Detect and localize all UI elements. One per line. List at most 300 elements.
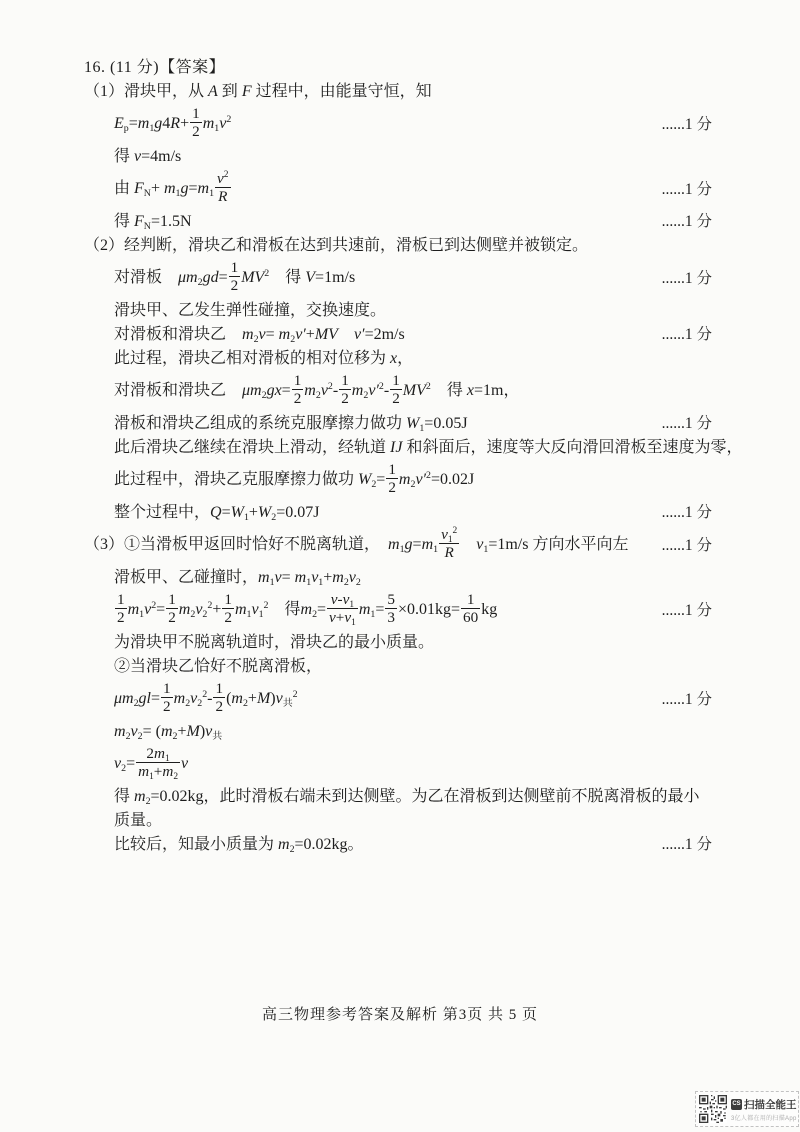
fn-equation [0, 169, 800, 210]
text-run: 5 [387, 591, 395, 609]
fraction [385, 591, 397, 626]
text-run: = ( [142, 723, 161, 741]
text-run: = [317, 601, 327, 619]
fraction-numerator [222, 591, 234, 609]
math-variable: v′ [353, 326, 365, 344]
math-variable: v [251, 601, 259, 619]
momentum-equation [0, 323, 800, 347]
text-run: 滑块甲、乙发生弹性碰撞，交换速度。 [114, 302, 387, 320]
text-run: 由 [114, 180, 135, 198]
subscript: 2 [410, 479, 416, 491]
math-variable: μm [114, 690, 134, 708]
subscript: 1 [246, 609, 252, 621]
subscript: 2 [289, 844, 295, 856]
text-run: 2 [293, 390, 302, 408]
camscanner-watermark [695, 1091, 799, 1127]
math-variable: v [330, 591, 338, 609]
text-run: = [188, 180, 198, 198]
text-run: 对滑板和滑块乙 [114, 326, 243, 344]
fraction-numerator [213, 680, 225, 698]
text-run: =4m/s [141, 148, 182, 166]
fraction-numerator [386, 461, 398, 479]
text-run: = [151, 690, 161, 708]
math-variable: v [329, 609, 336, 627]
math-variable: m [294, 569, 307, 587]
text-run: 得 [114, 788, 135, 806]
fraction-numerator [439, 526, 459, 544]
text-run: （2）经判断，滑块乙和滑板在达到共速前，滑板已到达侧壁并被锁定。 [84, 237, 589, 255]
superscript: 2 [425, 380, 431, 392]
fraction [166, 591, 178, 626]
math-variable: W [358, 471, 372, 489]
math-variable: m [137, 115, 150, 133]
text-run: 得 [114, 148, 135, 166]
subscript: 2 [315, 390, 321, 402]
superscript: 2 [207, 600, 213, 612]
fraction-numerator [339, 372, 351, 390]
subscript: 1 [243, 512, 249, 524]
math-variable: v [217, 170, 224, 188]
v-result [0, 145, 800, 169]
text-run [460, 536, 476, 553]
text-run: + [177, 723, 187, 741]
subscript: N [143, 188, 151, 200]
score-marker: ......1 分 [661, 836, 712, 854]
text-run: （3）①当滑板甲返回时恰好不脱离轨道， [84, 536, 389, 554]
text-run: 1 [168, 591, 176, 609]
subscript: p [123, 123, 129, 135]
math-variable: m [173, 690, 186, 708]
energy-equation [0, 104, 800, 145]
fraction [190, 105, 202, 140]
fraction-numerator [229, 259, 241, 277]
text-run: = [281, 382, 291, 400]
text-run: 2 [341, 390, 349, 408]
text-run: 2 [117, 609, 125, 627]
text-run: 1 [215, 680, 224, 698]
subscript: 1 [351, 618, 356, 629]
subscript: 1 [149, 772, 154, 783]
text-run: 1 [293, 372, 302, 390]
math-variable: m [154, 745, 165, 763]
math-variable: m [162, 763, 174, 781]
superscript: 2 [263, 600, 269, 612]
fraction [229, 259, 241, 294]
text-run: = [375, 601, 385, 619]
fraction-numerator [136, 745, 180, 763]
fraction-denominator [190, 123, 202, 140]
math-variable: v [205, 723, 213, 741]
superscript: 2 [327, 380, 333, 392]
fraction [339, 372, 351, 407]
text-run: = [265, 326, 279, 344]
math-variable: m [160, 723, 173, 741]
fraction-denominator [385, 609, 397, 626]
math-variable: v [441, 526, 448, 544]
math-variable: m [332, 569, 344, 587]
text-run: + [305, 326, 315, 344]
text-run: - [207, 690, 213, 708]
final-answer [0, 833, 800, 857]
text-run: 1 [392, 372, 400, 390]
score-marker: ......1 分 [661, 690, 712, 708]
text-run: ) [270, 690, 276, 708]
fraction-denominator [222, 609, 234, 626]
subscript: 2 [355, 577, 361, 589]
w2-equation [0, 460, 800, 501]
math-variable: x [390, 350, 398, 368]
text-run: - [383, 382, 390, 400]
fraction-denominator [115, 609, 127, 626]
w1-result [0, 412, 800, 436]
part3-case1 [0, 525, 800, 566]
math-variable: v [320, 382, 328, 400]
math-variable: v [274, 569, 282, 587]
text-run: 此过程中，滑块乙克服摩擦力做功 [114, 471, 359, 489]
text-run: =1m， [473, 382, 520, 400]
text-run: kg [481, 601, 498, 619]
text-run: + [180, 115, 190, 133]
subscript: 2 [202, 609, 208, 621]
subscript: 2 [173, 772, 179, 783]
math-variable: v [181, 755, 189, 773]
subscript: 2 [197, 698, 203, 710]
fraction-numerator [215, 170, 230, 188]
text-run: 滑板甲、乙碰撞时， [114, 569, 259, 587]
math-variable: m [278, 836, 290, 854]
superscript: 2 [426, 469, 431, 481]
text-run: 滑板和滑块乙组成的系统克服摩擦力做功 [114, 415, 407, 433]
subscript: 1 [433, 544, 439, 556]
subscript: 1 [399, 544, 405, 556]
math-variable: m [300, 601, 313, 619]
subscript: 1 [349, 600, 355, 610]
fraction [161, 680, 173, 715]
math-variable: v [134, 148, 142, 166]
text-run: + [247, 690, 257, 708]
math-variable: v [476, 536, 484, 554]
math-variable: Q [210, 504, 222, 522]
math-variable: v′ [415, 471, 427, 489]
page-footer [0, 1003, 800, 1024]
part2-intro [0, 234, 800, 258]
text-run: + [153, 763, 163, 781]
math-variable: MV [402, 382, 426, 400]
text-run: 整个过程中， [114, 504, 211, 522]
elastic-collision-note [0, 299, 800, 323]
subscript: 2 [371, 479, 377, 491]
math-variable: m [163, 180, 176, 198]
fraction [215, 170, 230, 205]
subscript: 1 [214, 123, 220, 135]
math-variable: m [127, 601, 140, 619]
math-variable: v [344, 609, 352, 627]
fraction-denominator [439, 544, 459, 561]
text-run: 2 [146, 745, 155, 763]
text-run: = [412, 536, 422, 554]
subscript: 1 [149, 123, 155, 135]
text-run: =0.02kg。 [294, 836, 364, 854]
fraction-denominator [161, 698, 173, 715]
math-variable: R [170, 115, 181, 133]
math-variable: R [444, 544, 454, 562]
text-run: 60 [463, 609, 479, 627]
math-variable: v [190, 690, 198, 708]
math-variable: m [202, 115, 215, 133]
superscript: 2 [226, 113, 232, 125]
math-variable: gd [202, 269, 219, 287]
math-variable: m [278, 326, 291, 344]
subscript: 1 [483, 544, 489, 556]
math-variable: v′ [295, 326, 306, 344]
text-run: ②当滑块乙恰好不脱离滑板， [114, 658, 323, 676]
math-variable: m [388, 536, 400, 554]
subscript: 1 [318, 577, 324, 589]
math-variable: m [258, 569, 270, 587]
subscript: 2 [185, 698, 191, 710]
text-run: 对滑板 [114, 269, 179, 287]
fraction-denominator [390, 390, 402, 407]
fn-result [0, 210, 800, 234]
text-run [338, 326, 354, 343]
q-total [0, 501, 800, 525]
math-variable: m [178, 601, 191, 619]
subscript: 2 [312, 609, 318, 621]
text-run: + [248, 504, 258, 522]
math-variable: M [186, 723, 200, 741]
fraction-denominator [215, 188, 230, 205]
text-run: = [221, 504, 231, 522]
fraction-denominator [136, 763, 180, 783]
text-run: 为滑块甲不脱离轨道时，滑块乙的最小质量。 [114, 634, 435, 652]
subscript: 2 [343, 577, 349, 589]
score-marker: ......1 分 [661, 504, 712, 522]
math-variable: v [144, 601, 152, 619]
subscript: 共 [282, 698, 293, 710]
text-run: =0.02J [431, 471, 475, 489]
text-run: = [376, 471, 386, 489]
math-variable: v [114, 755, 122, 773]
text-run: = [281, 569, 295, 587]
math-variable: m [134, 788, 146, 806]
subscript: 2 [261, 390, 267, 402]
footer-text: 高三物理参考答案及解析 第3页 共 5 页 [261, 1007, 538, 1023]
score-marker: ......1 分 [661, 180, 712, 198]
text-run: ) [199, 723, 206, 741]
text-run: 比较后，知最小质量为 [114, 836, 279, 854]
subscript: 1 [269, 577, 275, 589]
subscript: 2 [133, 698, 139, 710]
text-run: =1m/s [315, 269, 356, 287]
fraction-denominator [213, 698, 225, 715]
text-run: + [335, 609, 345, 627]
math-variable: W [257, 504, 272, 522]
subscript: 2 [137, 731, 143, 743]
part3-case2 [0, 655, 800, 679]
text-run: =1m/s 方向水平向左 [488, 536, 629, 554]
math-variable: v [342, 591, 350, 609]
fraction-numerator [292, 372, 304, 390]
math-variable: R [218, 188, 228, 206]
text-run: 1 [117, 591, 125, 609]
qr-code-icon [699, 1095, 727, 1123]
math-variable: v [130, 723, 138, 741]
math-variable: W [230, 504, 244, 522]
fraction-denominator [229, 277, 241, 294]
text-run: 过程中，由能量守恒，知 [251, 83, 432, 100]
fraction-denominator [339, 390, 351, 407]
score-marker: ......1 分 [661, 536, 712, 554]
fraction [222, 591, 234, 626]
subscript: 1 [164, 754, 170, 765]
text-run: 2 [215, 698, 224, 716]
math-variable: m [304, 382, 316, 400]
text-run: 得 [268, 601, 301, 619]
v2-equation [0, 744, 800, 785]
text-run: + [150, 180, 164, 198]
subscript: N [143, 221, 151, 233]
fraction-numerator [161, 680, 173, 698]
text-run: 1 [230, 259, 239, 277]
fraction [327, 591, 358, 629]
friction-length-equation [0, 679, 800, 720]
text-run: =2m/s [364, 326, 405, 344]
collision-momentum [0, 566, 800, 590]
fraction [115, 591, 127, 626]
watermark-tagline: 3亿人都在用的扫描App [731, 1115, 797, 1122]
subscript: 1 [447, 534, 453, 545]
subscript: 2 [253, 334, 259, 346]
text-run: 2 [230, 277, 239, 295]
text-run: 2 [192, 123, 200, 141]
math-variable: m [358, 601, 371, 619]
text-run: 2 [388, 479, 396, 497]
question-heading [0, 56, 800, 80]
text-run: 4 [162, 115, 171, 133]
math-variable: μm [242, 382, 262, 400]
text-run: 3 [387, 609, 395, 627]
superscript: 2 [378, 380, 384, 392]
subscript: 2 [197, 277, 203, 289]
math-variable: F [134, 213, 144, 231]
fraction [136, 745, 180, 783]
fraction-denominator [461, 609, 480, 626]
math-variable: v [348, 569, 356, 587]
fraction-denominator [327, 609, 358, 629]
fraction [439, 526, 459, 561]
score-marker: ......1 分 [661, 415, 712, 433]
text-run: - [332, 382, 339, 400]
return-note [0, 436, 800, 460]
subscript: 1 [139, 609, 145, 621]
watermark-app-name: 扫描全能王 [744, 1098, 797, 1111]
text-run: ( [226, 690, 232, 708]
subscript: 1 [370, 609, 376, 621]
friction-equation [0, 371, 800, 412]
math-variable: μm [178, 269, 198, 287]
text-run: - [337, 591, 343, 609]
m2-calculation [0, 590, 800, 631]
math-variable: x [466, 382, 474, 400]
text-run: 2 [163, 698, 171, 716]
text-run: 1 [163, 680, 171, 698]
fraction-numerator [385, 591, 397, 609]
fraction-numerator [190, 105, 202, 123]
text-run: ， [397, 350, 414, 368]
text-run: （1）滑块甲，从 [84, 83, 209, 100]
text-run: 1 [466, 591, 475, 609]
subscript: 1 [258, 609, 264, 621]
part1-intro [0, 80, 800, 104]
math-variable: v′ [368, 382, 379, 400]
math-variable: M [256, 690, 271, 708]
score-marker: ......1 分 [661, 269, 712, 287]
text-run: 1 [388, 461, 396, 479]
text-run: 对滑板和滑块乙 [114, 382, 243, 400]
math-variable: v [275, 690, 283, 708]
subscript: 2 [290, 334, 296, 346]
text-run: =0.07J [276, 504, 320, 522]
math-variable: V [305, 269, 316, 287]
text-run: 得 [114, 213, 135, 231]
subscript: 1 [419, 423, 425, 435]
fraction-numerator [390, 372, 402, 390]
fraction [390, 372, 402, 407]
math-variable: F [134, 180, 144, 198]
subscript: 2 [125, 731, 131, 743]
text-run: + [212, 601, 222, 619]
math-variable: IJ [390, 439, 403, 457]
math-variable: g [180, 180, 189, 198]
text-run: =0.05J [424, 415, 468, 433]
text-run: 2 [168, 609, 176, 627]
fraction-numerator [461, 591, 480, 609]
text-run: = [126, 755, 136, 773]
subscript: 1 [209, 188, 215, 200]
text-run: = [128, 115, 138, 133]
text-run: 1 [341, 372, 349, 390]
math-variable: m [114, 723, 126, 741]
text-run: 16. (11 分)【答案】 [84, 59, 226, 76]
fraction [213, 680, 225, 715]
math-variable: F [241, 83, 252, 100]
subscript: 1 [306, 577, 312, 589]
text-run: =0.02kg，此时滑板右端未到达侧壁。为乙在滑板到达侧壁前不脱离滑板的最小质量。 [114, 788, 700, 830]
text-run: 得 [430, 382, 467, 400]
math-variable: v [219, 115, 227, 133]
subscript: 1 [175, 188, 181, 200]
answer-document [0, 56, 800, 857]
text-run: 1 [192, 105, 200, 122]
math-variable: g [404, 536, 413, 554]
camscanner-logo-icon: CS [731, 1099, 742, 1110]
math-variable: A [208, 83, 218, 100]
min-mass-note [0, 631, 800, 655]
text-run: 到 [217, 83, 242, 100]
text-run: 得 [269, 269, 306, 287]
text-run: 和斜面后，速度等大反向滑回滑板至速度为零， [402, 439, 743, 457]
subscript: 2 [190, 609, 196, 621]
subscript: 2 [363, 390, 369, 402]
subscript: 2 [121, 763, 127, 775]
fraction-numerator [166, 591, 178, 609]
math-variable: E [114, 115, 124, 133]
math-variable: m [231, 690, 243, 708]
math-variable: v [195, 601, 203, 619]
superscript: 2 [292, 689, 298, 701]
superscript: 2 [264, 267, 270, 279]
text-run: = [218, 269, 228, 287]
